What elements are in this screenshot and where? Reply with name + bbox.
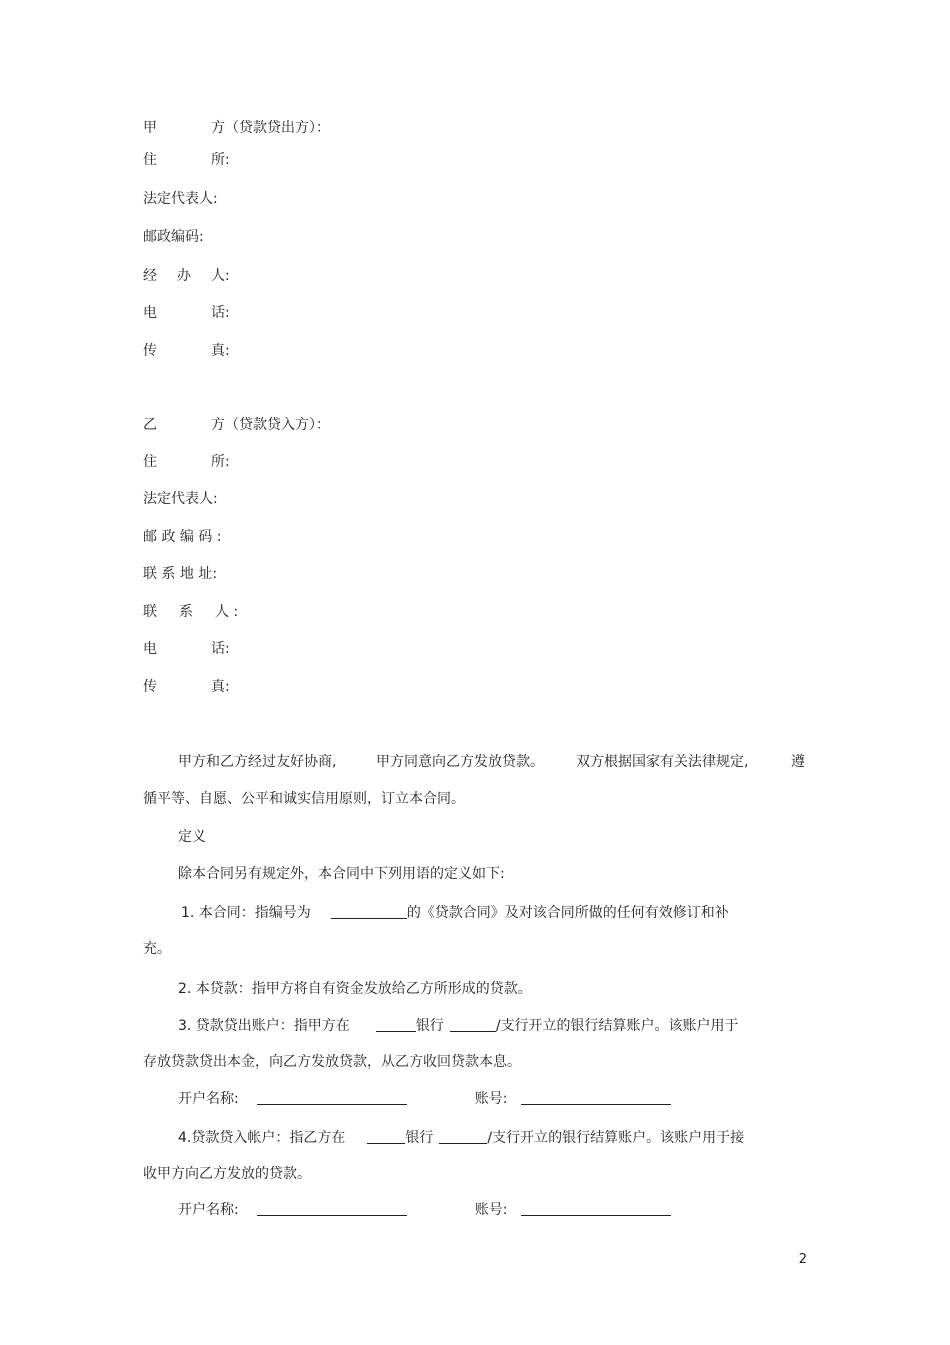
def-item-1-a: 1. 本合同：指编号为 <box>181 905 311 921</box>
borrower-account-number-blank <box>521 1201 671 1216</box>
party-b-phone <box>143 639 230 659</box>
party-b-address-a: 住 <box>143 454 157 470</box>
party-a-fax-b: 真: <box>211 343 230 359</box>
def-item-3-cont: 存放贷款贷出本金，向乙方发放贷款，从乙方收回贷款本息。 <box>143 1054 521 1070</box>
party-a-legal-rep: 法定代表人: <box>143 191 218 207</box>
party-a-phone-b: 话: <box>211 305 230 321</box>
def-item-2: 2. 本贷款：指甲方将自有资金发放给乙方所形成的贷款。 <box>178 981 532 997</box>
def-item-1-cont: 充。 <box>143 941 171 957</box>
lender-account-number-label: 账号: <box>474 1091 508 1107</box>
intro-part-3: 双方根据国家有关法律规定, <box>576 754 749 770</box>
party-b-title-char: 乙 <box>143 417 157 433</box>
borrower-account-row <box>178 1200 671 1220</box>
party-b-address <box>143 452 230 472</box>
party-a-fax <box>143 341 230 361</box>
definitions-heading: 定义 <box>178 829 206 845</box>
intro-part-4: 遵 <box>791 754 805 770</box>
def-item-4-cont: 收甲方向乙方发放的贷款。 <box>143 1166 311 1182</box>
borrower-account-number-label: 账号: <box>474 1202 508 1218</box>
borrower-account-name-label: 开户名称: <box>178 1202 239 1218</box>
party-a-handler <box>143 266 230 286</box>
lender-account-number-blank <box>521 1090 671 1105</box>
party-b-contact <box>143 602 238 622</box>
party-b-postcode: 邮 政 编 码 : <box>143 529 222 545</box>
def-item-1 <box>181 903 729 923</box>
party-a-fax-a: 传 <box>143 343 157 359</box>
party-b-contact-c: 人 : <box>215 604 239 620</box>
party-b-contact-address: 联 系 地 址: <box>143 566 218 582</box>
borrower-branch-blank <box>439 1129 487 1144</box>
party-b-contact-a: 联 <box>143 604 157 620</box>
party-a-phone <box>143 303 230 323</box>
party-a-handler-b: 办 <box>177 268 191 284</box>
party-a-postcode: 邮政编码: <box>143 229 204 245</box>
party-a-address-label-a: 住 <box>143 152 157 168</box>
lender-bank-blank <box>376 1017 416 1032</box>
party-a-address-label-b: 所: <box>211 152 230 168</box>
party-a-title-rest: 方（贷款贷出方）： <box>211 120 330 136</box>
lender-account-row <box>178 1089 671 1109</box>
party-a-handler-c: 人: <box>211 268 230 284</box>
intro-part-1: 甲方和乙方经过友好协商, <box>178 754 337 770</box>
party-a-title <box>143 118 330 138</box>
party-b-phone-b: 话: <box>211 641 230 657</box>
party-b-address-b: 所: <box>211 454 230 470</box>
intro-line-2: 循平等、自愿、公平和诚实信用原则，订立本合同。 <box>143 791 465 807</box>
def-item-3-b: 银行 <box>415 1018 444 1034</box>
party-b-fax-a: 传 <box>143 679 157 695</box>
def-item-3-a: 3. 贷款贷出账户：指甲方在 <box>178 1018 350 1034</box>
def-item-4-a: 4.贷款贷入帐户：指乙方在 <box>178 1130 346 1146</box>
party-b-title <box>143 415 330 435</box>
borrower-account-name-blank <box>257 1201 407 1216</box>
def-item-4-c: /支行开立的银行结算账户。该账户用于接 <box>487 1130 745 1146</box>
party-b-fax <box>143 677 230 697</box>
def-item-1-b: 的《贷款合同》及对该合同所做的任何有效修订和补 <box>406 905 729 921</box>
party-a-title-char: 甲 <box>143 120 157 136</box>
party-a-phone-a: 电 <box>143 305 157 321</box>
page-number: 2 <box>798 1252 807 1267</box>
lender-account-name-label: 开户名称: <box>178 1091 239 1107</box>
party-b-fax-b: 真: <box>211 679 230 695</box>
lender-account-name-blank <box>257 1090 407 1105</box>
def-item-3 <box>178 1016 739 1036</box>
def-item-4-b: 银行 <box>405 1130 434 1146</box>
contract-number-blank <box>331 904 407 919</box>
borrower-bank-blank <box>367 1129 405 1144</box>
lender-branch-blank <box>450 1017 496 1032</box>
party-b-phone-a: 电 <box>143 641 157 657</box>
party-a-address <box>143 150 230 170</box>
def-item-4 <box>178 1128 744 1148</box>
def-item-3-c: /支行开立的银行结算账户。该账户用于 <box>495 1018 739 1034</box>
party-b-title-rest: 方（贷款贷入方）： <box>211 417 330 433</box>
intro-part-2: 甲方同意向乙方发放贷款。 <box>376 754 544 770</box>
party-b-legal-rep: 法定代表人: <box>143 491 218 507</box>
definitions-lead: 除本合同另有规定外，本合同中下列用语的定义如下: <box>178 866 505 882</box>
party-a-handler-a: 经 <box>143 268 157 284</box>
party-b-contact-b: 系 <box>179 604 193 620</box>
